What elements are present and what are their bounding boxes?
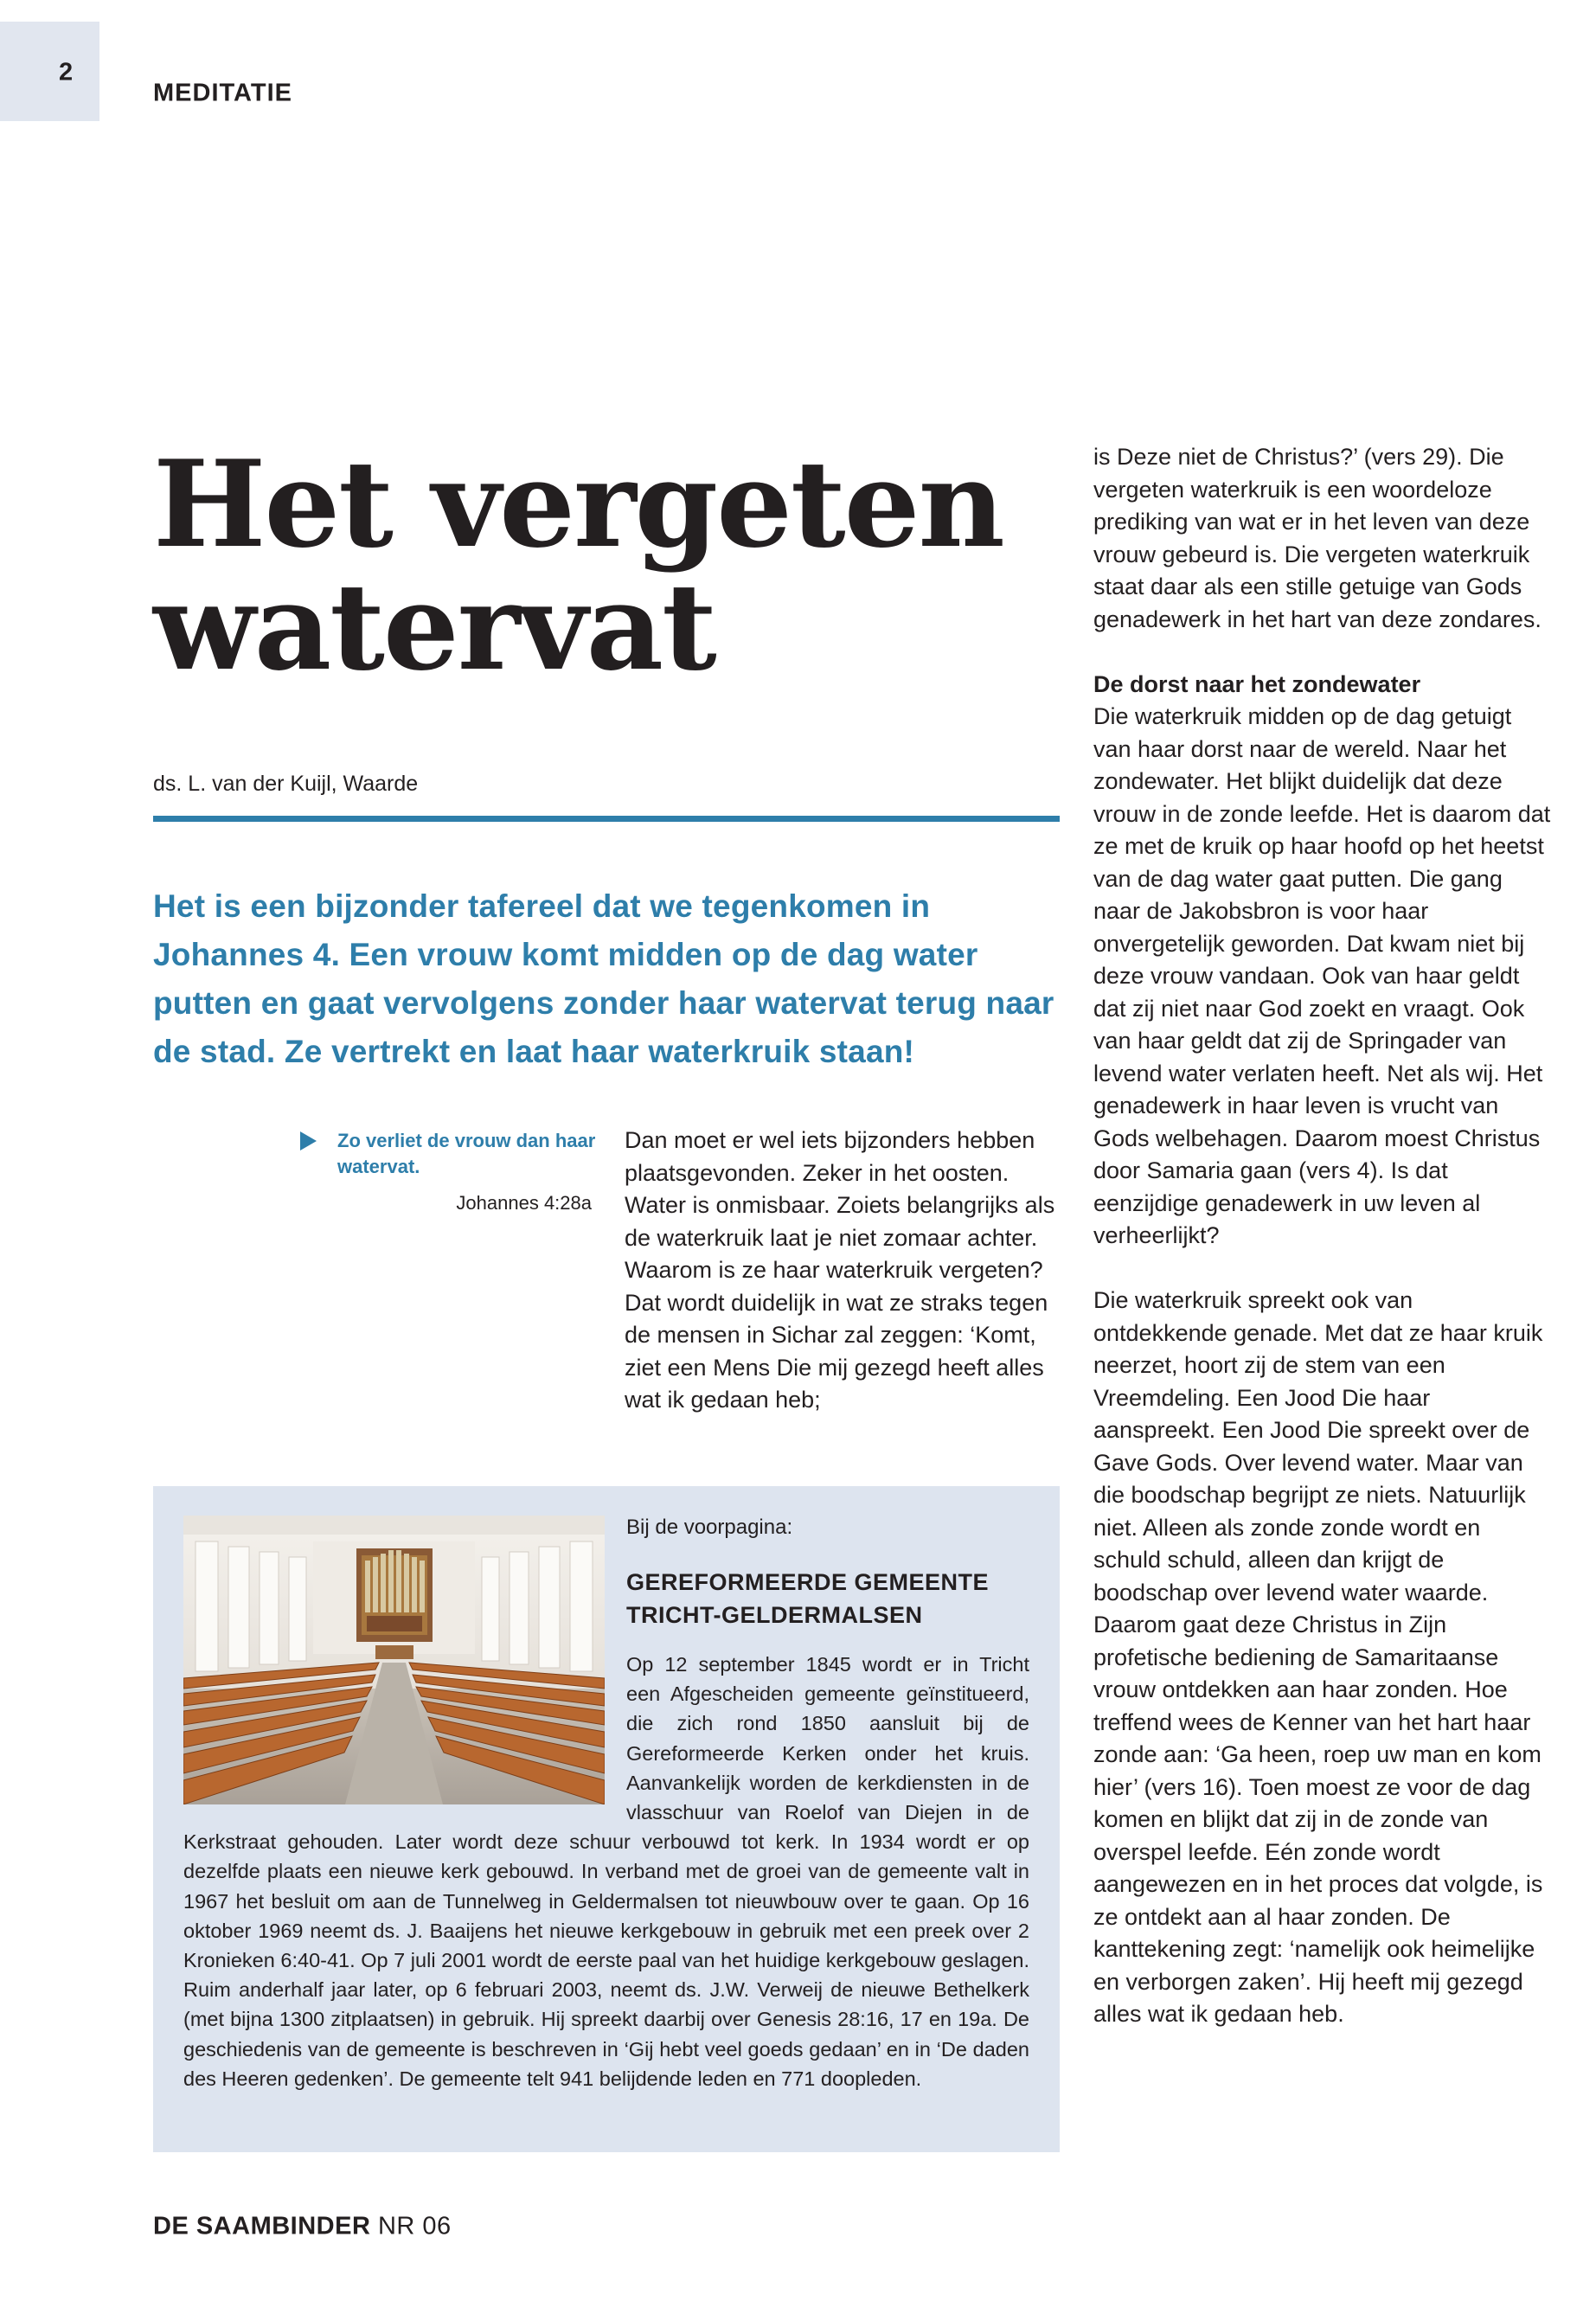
bible-reference: Johannes 4:28a <box>456 1192 592 1214</box>
title-line-1: Het vergeten <box>153 433 1003 574</box>
box-title: GEREFORMEERDE GEMEENTE TRICHT-GELDERMALSEN <box>626 1569 990 1628</box>
subheading: De dorst naar het zondewater <box>1093 670 1421 697</box>
play-arrow-icon <box>300 1131 317 1150</box>
divider-rule <box>153 816 1060 822</box>
box-label: Bij de voorpagina: <box>626 1516 793 1539</box>
body-paragraph: Die waterkruik midden op de dag getuigt van haar dorst naar de wereld. Naar het zondewater. Het blijkt duidelijk dat deze vrouw in de zonde leefde. Het is daarom dat ze met de kruik op haar hoofd op het heetst van de dag water gaat putten. Die gang naar de Jakobsbron is voor haar onvergetelijk geworden. Dat kwam niet bij deze vrouw vandaan. Ook van haar geldt dat zij niet naar God zoekt en vraagt. Ook van haar geldt dat zij de Springader van levend water verlaten heeft. Net als wij. Het genadewerk in haar leven is vrucht van Gods welbehagen. Daarom moest Christus door Samaria gaan (vers 4). Is dat eenzijdige genadewerk in uw leven al verheerlijkt? <box>1093 703 1551 1248</box>
issue-number: NR 06 <box>377 2212 452 2240</box>
middle-column <box>625 1125 1064 1417</box>
page-number-tab <box>0 22 99 121</box>
bible-quote: Zo verliet de vrouw dan haar watervat. <box>337 1130 596 1177</box>
page-number: 2 <box>59 58 74 87</box>
footer <box>153 2213 452 2241</box>
author-byline: ds. L. van der Kuijl, Waarde <box>153 772 419 796</box>
article-title <box>153 433 1070 697</box>
body-paragraph: is Deze niet de Christus?’ (vers 29). Die vergeten waterkruik is een woordeloze prediking van wat er in het leven van deze vrouw gebeurd is. Die vergeten waterkruik staat daar als een stille getuige van Gods genadewerk in het hart van deze zondares. <box>1093 444 1542 632</box>
box-body-text <box>183 1650 1029 2093</box>
right-column <box>1093 441 1552 2031</box>
body-paragraph: Waarom is ze haar waterkruik vergeten? Dat wordt duidelijk in wat ze straks tegen de mensen in Sichar zal zeggen: ‘Komt, ziet een Mens Die mij gezegd heeft alles wat ik gedaan heb; <box>625 1257 1048 1413</box>
body-paragraph: Dan moet er wel iets bijzonders hebben plaatsgevonden. Zeker in het oosten. Water is onmisbaar. Zoiets belangrijks als de waterkruik laat je niet zomaar achter. <box>625 1127 1055 1251</box>
body-paragraph: Die waterkruik spreekt ook van ontdekkende genade. Met dat ze haar kruik neerzet, hoort zij de stem van een Vreemdeling. Een Jood Die haar aanspreekt. Een Jood Die spreekt over de Gave Gods. Over levend water. Maar van die boodschap begrijpt ze niets. Natuurlijk niet. Alleen als zonde zonde wordt en schuld schuld, alleen dan krijgt de boodschap over levend water waarde. Daarom gaat deze Christus in Zijn profetische bediening de Samaritaanse vrouw ontdekken aan haar zonden. Hoe treffend wees de Kenner van het hart haar zonde aan: ‘Ga heen, roep uw man en kom hier’ (vers 16). Toen moest ze voor de dag komen en blijkt dat zij in de zonde van overspel leefde. Eén zonde wordt aangewezen en in het proces dat volgde, is ze ontdekt aan al haar zonden. De kanttekening zegt: ‘namelijk ook heimelijke en verborgen zaken’. Hij heeft mij gezegd alles wat ik gedaan heb. <box>1093 1287 1543 2027</box>
title-line-2: watervat <box>153 556 715 697</box>
section-label: MEDITATIE <box>153 79 292 107</box>
box-body-content: Op 12 september 1845 wordt er in Tricht een Afgescheiden gemeente geïnstitueerd, die zich rond 1850 aansluit bij de Gereformeerde Kerken onder het kruis. Aanvankelijk worden de kerkdiensten in de vlasschuur van Roelof van Diejen in de Kerkstraat gehouden. Later wordt deze schuur verbouwd tot kerk. In 1934 wordt er op dezelfde plaats een nieuwe kerk gebouwd. In verband met de groei van de gemeente valt in 1967 het besluit om aan de Tunnelweg in Geldermalsen tot nieuwbouw over te gaan. Op 16 oktober 1969 neemt ds. J. Baaijens het nieuwe kerkgebouw in gebruik met een preek over 2 Kronieken 6:40-41. Op 7 juli 2001 wordt de eerste paal van het huidige kerkgebouw geslagen. Ruim anderhalf jaar later, op 6 februari 2003, neemt ds. J.W. Verweij de nieuwe Bethelkerk (met bijna 1300 zitplaatsen) in gebruik. Hij spreekt daarbij over Genesis 28:16, 17 en 19a. De geschiedenis van de gemeente is beschreven in ‘Gij hebt veel goeds gedaan’ en in ‘De daden des Heeren gedenken’. De gemeente telt 941 belijdende leden en 771 doopleden. <box>183 1653 1029 2090</box>
lead-paragraph: Het is een bijzonder tafereel dat we tegenkomen in Johannes 4. Een vrouw komt midden op de dag water putten en gaat vervolgens zonder haar watervat terug naar de stad. Ze vertrekt en laat haar waterkruik staan! <box>153 888 1054 1069</box>
magazine-name: DE SAAMBINDER <box>153 2212 371 2240</box>
